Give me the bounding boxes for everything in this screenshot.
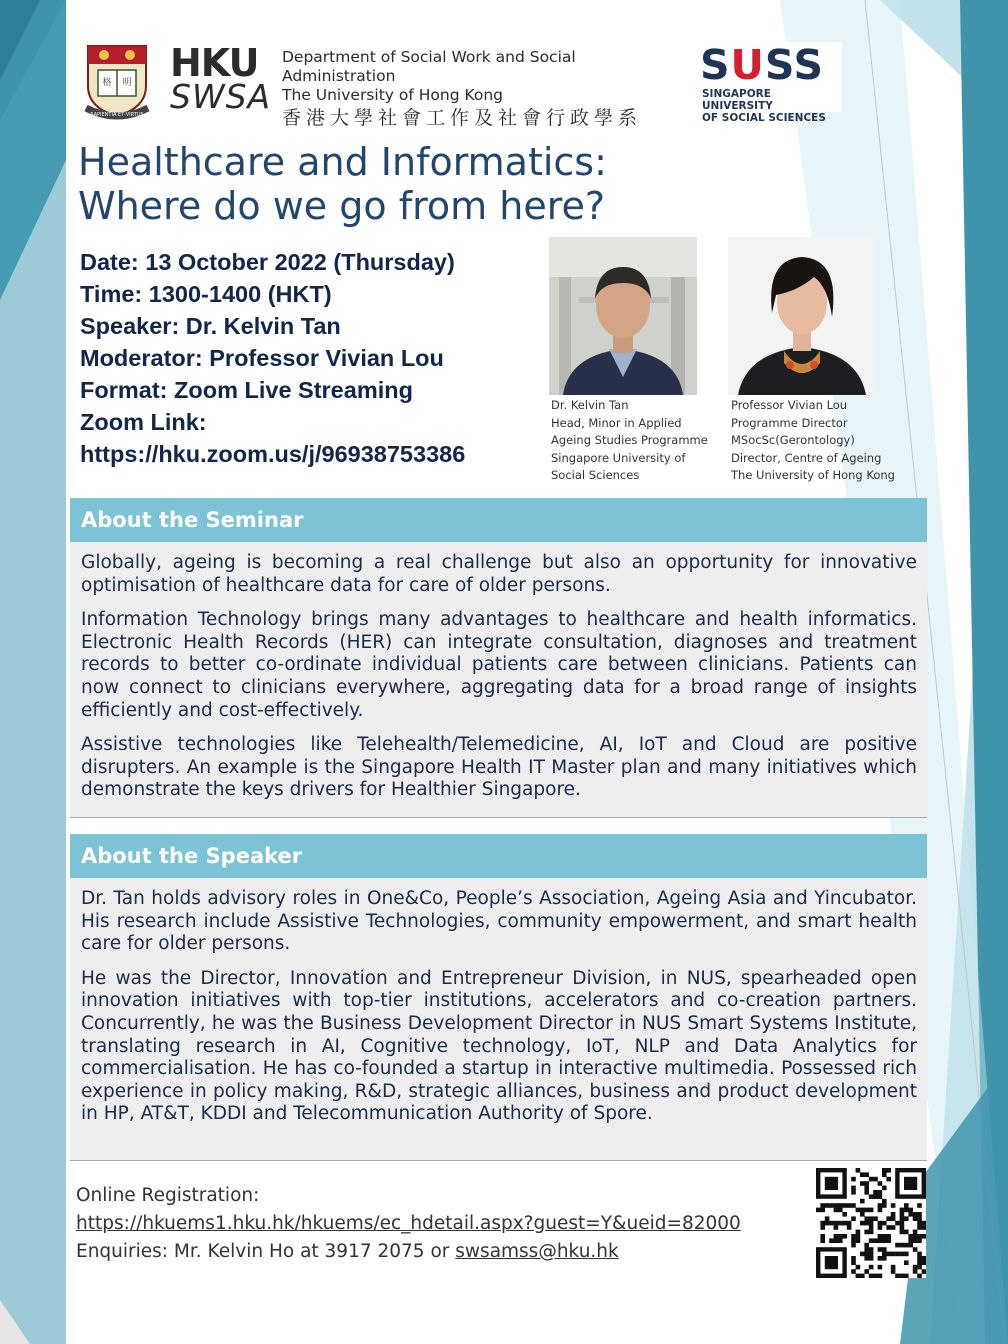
event-format: Format: Zoom Live Streaming bbox=[80, 377, 413, 403]
moderator-caption-line-1: Professor Vivian Lou bbox=[731, 398, 848, 412]
hku-crest-logo bbox=[84, 42, 150, 120]
zoom-link-label: Zoom Link: bbox=[80, 409, 207, 435]
seminar-paragraph-2: Information Technology brings many advantages to healthcare and health informatics. Electronic Health Records (HER) can integrate consultation, diagnoses and treatment records to better co-ordinate individual patients care between clinicians. Patients can now connect to clinicians everywhere, aggregating data for a broad range of insights efficiently and cost-effectively. bbox=[81, 609, 917, 721]
department-line-2: The University of Hong Kong bbox=[282, 86, 504, 104]
suss-wordmark bbox=[700, 42, 842, 88]
event-moderator: Moderator: Professor Vivian Lou bbox=[80, 345, 444, 371]
seminar-heading: About the Seminar bbox=[70, 498, 927, 542]
seminar-paragraph-1: Globally, ageing is becoming a real challenge but also an opportunity for innovative optimisation of healthcare data for care of older persons. bbox=[81, 552, 917, 596]
registration-qr-code bbox=[816, 1168, 926, 1278]
title-line-2: Where do we go from here? bbox=[78, 184, 606, 228]
speaker-caption-line-3: Ageing Studies Programme bbox=[551, 433, 708, 447]
registration-link[interactable]: https://hkuems1.hku.hk/hkuems/ec_hdetail.aspx?guest=Y&ueid=82000 bbox=[76, 1213, 741, 1234]
enquiries-email-link[interactable]: swsamss@hku.hk bbox=[455, 1241, 619, 1262]
registration-label: Online Registration: bbox=[76, 1185, 260, 1206]
zoom-link[interactable]: https://hku.zoom.us/j/96938753386 bbox=[80, 441, 466, 467]
hku-swsa-logo bbox=[170, 41, 275, 116]
seminar-body bbox=[70, 542, 927, 818]
seminar-paragraph-3: Assistive technologies like Telehealth/Telemedicine, AI, IoT and Cloud are positive disrupters. An example is the Singapore Health IT Master plan and many initiatives which demonstrate the keys drivers for Healthier Singapore. bbox=[81, 734, 917, 801]
suss-letters-ss: SS bbox=[764, 41, 825, 89]
moderator-caption bbox=[731, 397, 911, 485]
department-name bbox=[282, 48, 692, 131]
enquiries-text: Enquiries: Mr. Kelvin Ho at 3917 2075 or bbox=[76, 1241, 456, 1262]
moderator-caption-line-4: Director, Centre of Ageing bbox=[731, 450, 882, 465]
speaker-body bbox=[70, 878, 927, 1161]
department-line-chinese: 香港大學社會工作及社會行政學系 bbox=[282, 107, 643, 129]
speaker-caption-line-5: Social Sciences bbox=[551, 468, 640, 482]
speaker-heading: About the Speaker bbox=[70, 834, 927, 878]
svg-text:SAPIENTIA·ET·VIRTUS: SAPIENTIA·ET·VIRTUS bbox=[90, 112, 144, 118]
speaker-caption-line-4: Singapore University of bbox=[551, 450, 686, 465]
svg-text:格: 格 bbox=[102, 78, 112, 88]
moderator-photo bbox=[728, 237, 876, 395]
speaker-caption-line-2: Head, Minor in Applied bbox=[551, 415, 682, 430]
moderator-caption-line-2: Programme Director bbox=[731, 415, 848, 430]
svg-text:明: 明 bbox=[122, 78, 132, 88]
event-speaker: Speaker: Dr. Kelvin Tan bbox=[80, 313, 341, 339]
swsa-logo-text: SWSA bbox=[170, 77, 272, 116]
suss-letter-s: S bbox=[700, 41, 731, 89]
suss-logo bbox=[700, 41, 842, 124]
footer bbox=[76, 1182, 796, 1266]
title-line-1: Healthcare and Informatics: bbox=[78, 140, 607, 184]
suss-subtitle-1: SINGAPORE UNIVERSITY bbox=[702, 88, 773, 112]
suss-letter-u: U bbox=[730, 41, 765, 89]
enquiries-line bbox=[76, 1238, 796, 1266]
suss-subtitle-2: OF SOCIAL SCIENCES bbox=[702, 112, 826, 124]
event-time: Time: 1300-1400 (HKT) bbox=[80, 281, 332, 307]
event-info bbox=[80, 246, 550, 470]
moderator-caption-line-3: MSocSc(Gerontology) bbox=[731, 433, 855, 447]
speaker-caption-line-1: Dr. Kelvin Tan bbox=[551, 398, 629, 412]
speaker-photo bbox=[549, 237, 697, 395]
speaker-caption bbox=[551, 397, 731, 485]
moderator-caption-line-5: The University of Hong Kong bbox=[731, 468, 895, 482]
event-date: Date: 13 October 2022 (Thursday) bbox=[80, 249, 455, 275]
page-title bbox=[78, 140, 778, 228]
department-line-1: Department of Social Work and Social Administration bbox=[282, 48, 576, 85]
speaker-paragraph-2: He was the Director, Innovation and Entrepreneur Division, in NUS, spearheaded open innovation initiatives with top-tier institutions, accelerators and co-creation partners. Concurrently, he was the Business Development Director in NUS Smart Systems Institute, translating research in AI, Cognitive technology, IoT, NLP and Data Analytics for commercialisation. He has co-founded a startup in interactive multimedia. Possessed rich experience in policy making, R&D, strategic alliances, business and product development in HP, AT&T, KDDI and Telecommunication Authority of Spore. bbox=[81, 967, 917, 1125]
speaker-paragraph-1: Dr. Tan holds advisory roles in One&Co, People’s Association, Ageing Asia and Yincubator. His research include Assistive Technologies, community empowerment, and smart health care for older persons. bbox=[81, 888, 917, 955]
hku-logo-text: HKU bbox=[170, 41, 259, 85]
